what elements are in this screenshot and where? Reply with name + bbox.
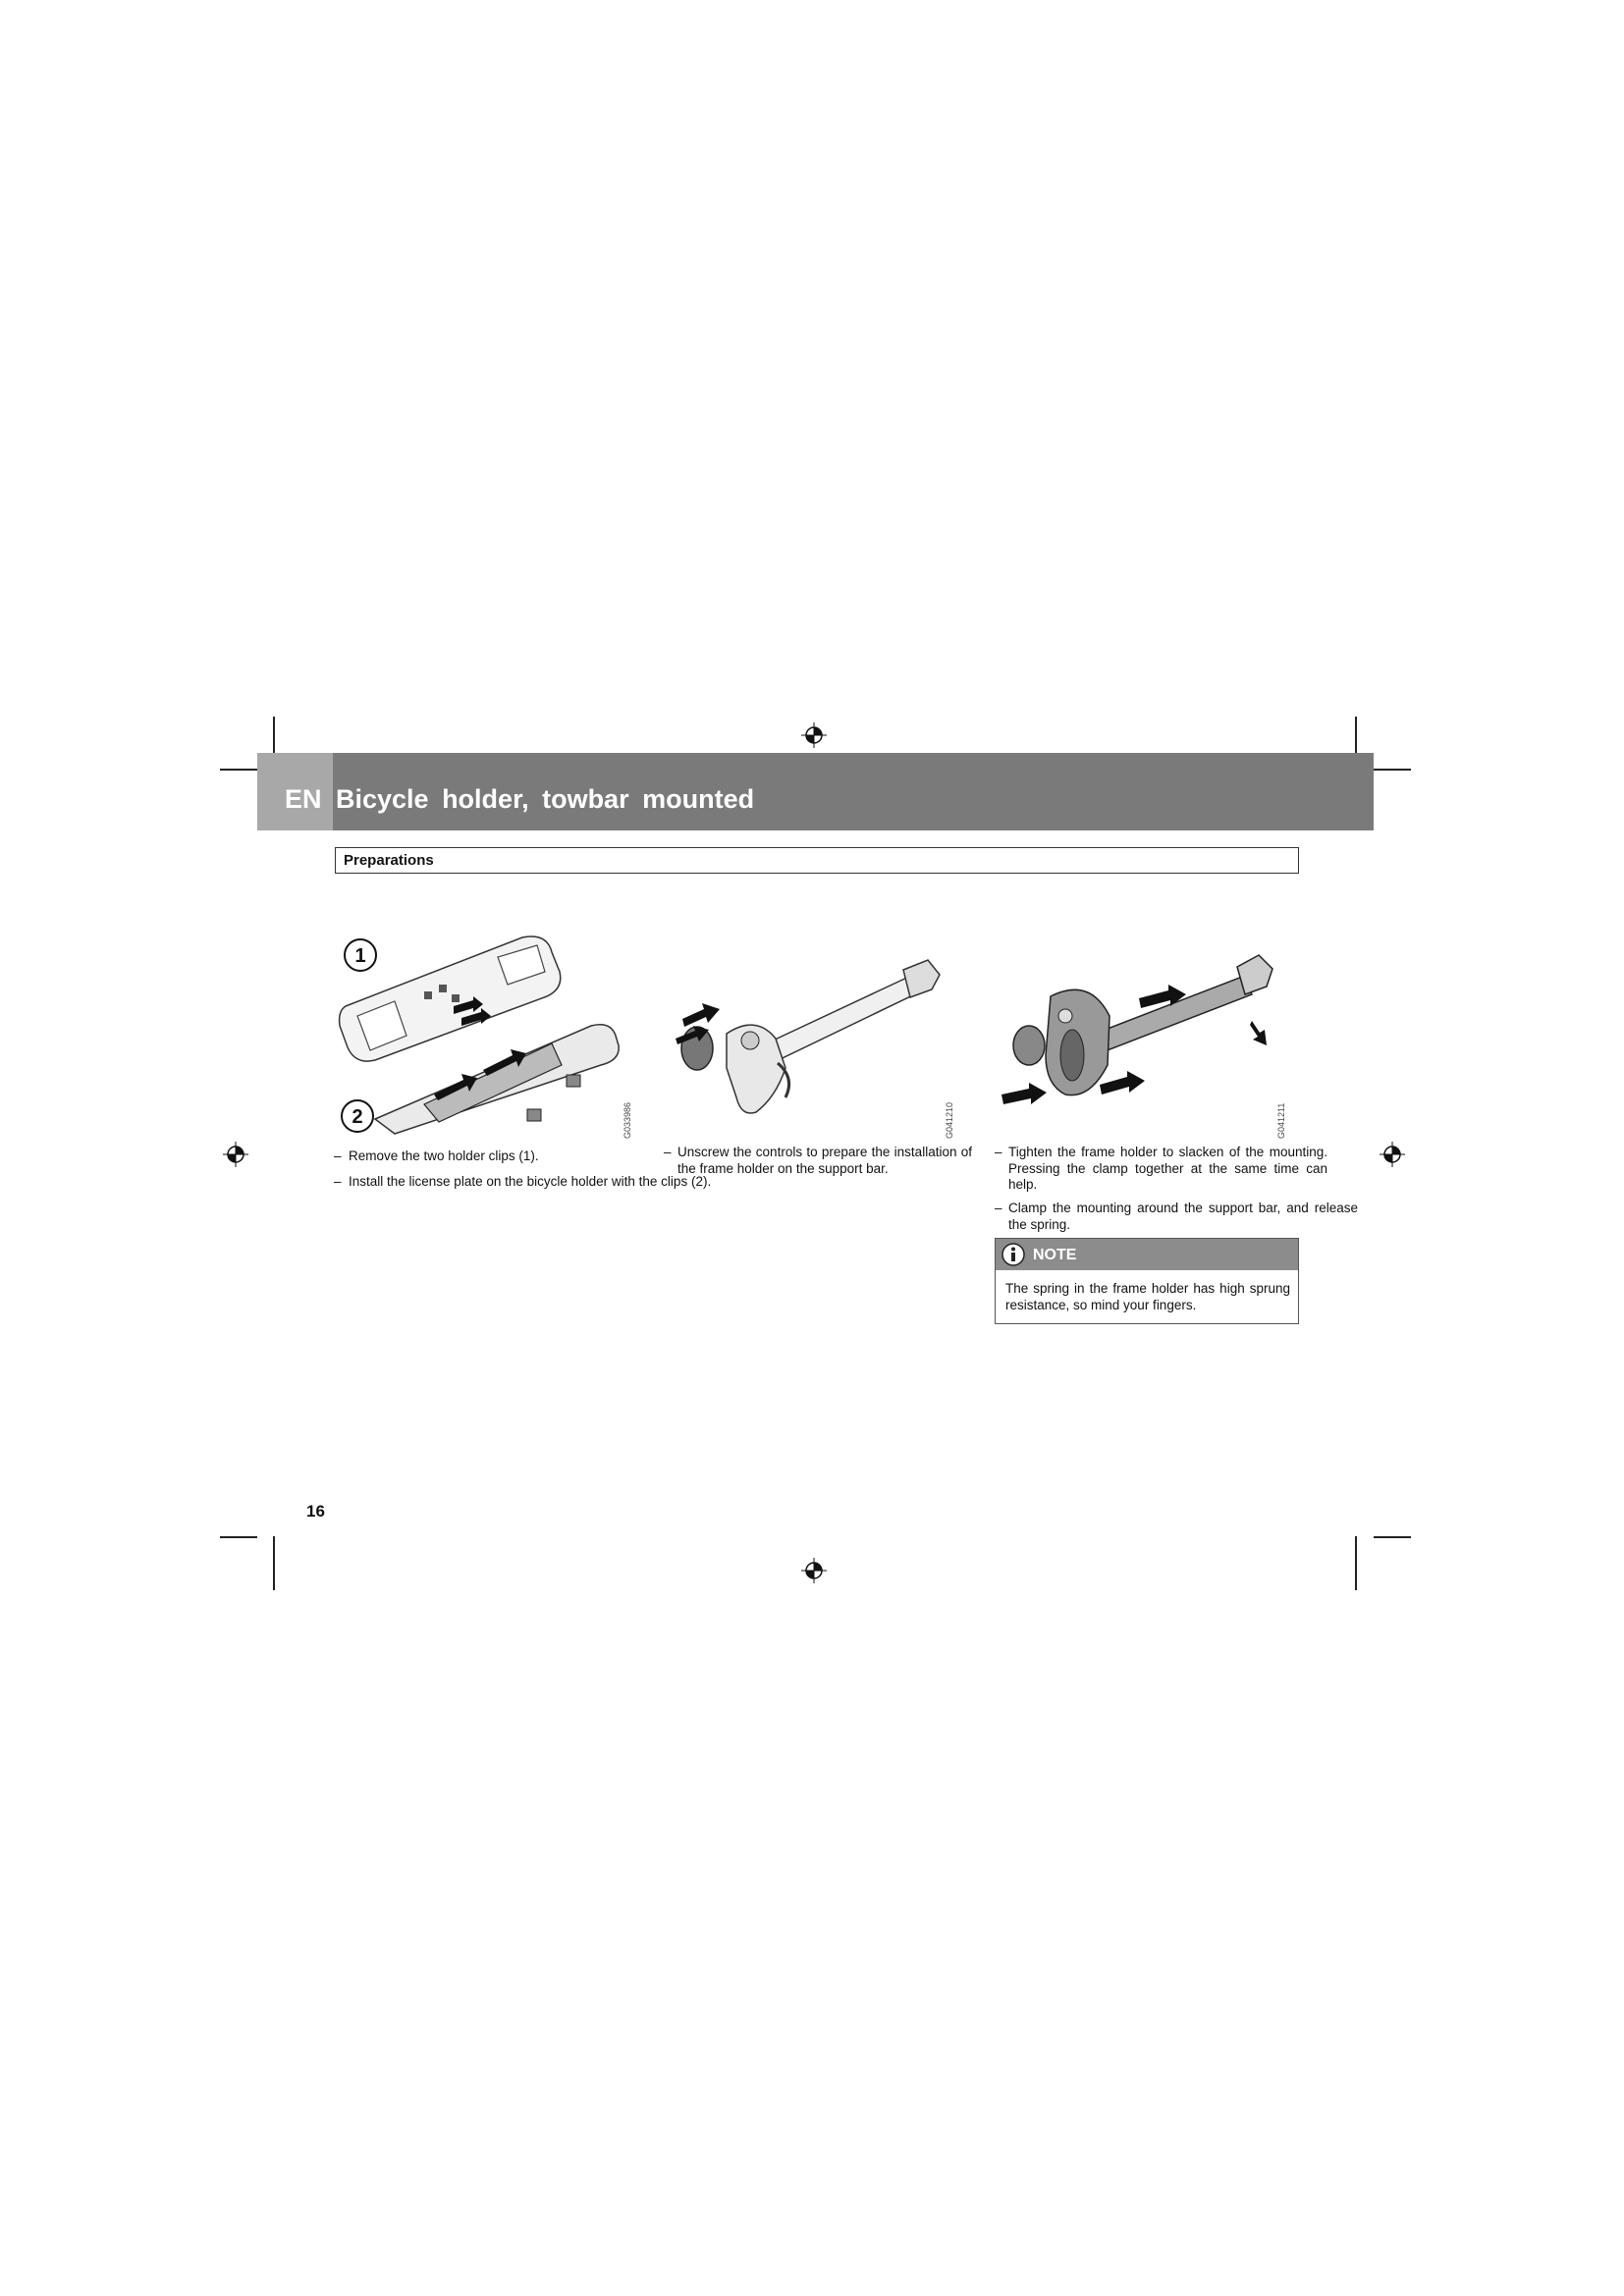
crop-mark bbox=[1374, 769, 1411, 771]
page-title: Bicycle holder, towbar mounted bbox=[336, 784, 755, 814]
note-header bbox=[996, 1239, 1298, 1270]
bullet-dash: – bbox=[334, 1174, 342, 1189]
figure-tighten-frame-holder bbox=[992, 937, 1286, 1124]
section-title: Preparations bbox=[344, 852, 434, 869]
page-number: 16 bbox=[306, 1502, 325, 1521]
figure-holder-clips bbox=[336, 928, 635, 1139]
crop-mark bbox=[220, 1536, 257, 1538]
bullet-dash: – bbox=[334, 1148, 342, 1163]
figure-unscrew-controls bbox=[668, 950, 952, 1127]
instruction-remove-clips: Remove the two holder clips (1). bbox=[349, 1148, 539, 1163]
info-icon bbox=[1001, 1243, 1025, 1266]
registration-mark-right bbox=[1380, 1142, 1405, 1167]
crop-mark bbox=[1374, 1536, 1411, 1538]
instruction-install-plate: Install the license plate on the bicycle holder with the clips (2). bbox=[349, 1174, 712, 1189]
note-box bbox=[995, 1238, 1299, 1324]
callout-2 bbox=[342, 1100, 373, 1132]
registration-mark-left bbox=[223, 1142, 248, 1167]
bullet-dash: – bbox=[995, 1201, 1002, 1215]
callout-1-label: 1 bbox=[354, 945, 366, 967]
crop-mark bbox=[273, 1536, 275, 1590]
note-label: NOTE bbox=[1033, 1247, 1077, 1263]
figure-code: G033986 bbox=[623, 1101, 632, 1139]
section-heading-box bbox=[335, 847, 1299, 874]
figure-code: G041211 bbox=[1276, 1102, 1286, 1139]
instruction-clamp-mounting: Clamp the mounting around the support bar, and release the spring. bbox=[1008, 1201, 1358, 1232]
callout-1 bbox=[345, 939, 376, 971]
instruction-tighten-holder: Tighten the frame holder to slacken of the mounting. Pressing the clamp together at the same time can help. bbox=[1008, 1145, 1327, 1192]
language-code: EN bbox=[285, 784, 322, 814]
figure-code: G041210 bbox=[945, 1101, 954, 1139]
crop-mark bbox=[1355, 1536, 1357, 1590]
registration-mark-top bbox=[801, 722, 827, 748]
bullet-dash: – bbox=[664, 1145, 672, 1159]
bullet-dash: – bbox=[995, 1145, 1002, 1159]
instruction-unscrew-controls: Unscrew the controls to prepare the installation of the frame holder on the support bar. bbox=[677, 1145, 972, 1176]
registration-mark-bottom bbox=[801, 1558, 827, 1583]
note-text: The spring in the frame holder has high sprung resistance, so mind your fingers. bbox=[1005, 1281, 1290, 1312]
crop-mark bbox=[220, 769, 257, 771]
callout-2-label: 2 bbox=[352, 1106, 363, 1128]
